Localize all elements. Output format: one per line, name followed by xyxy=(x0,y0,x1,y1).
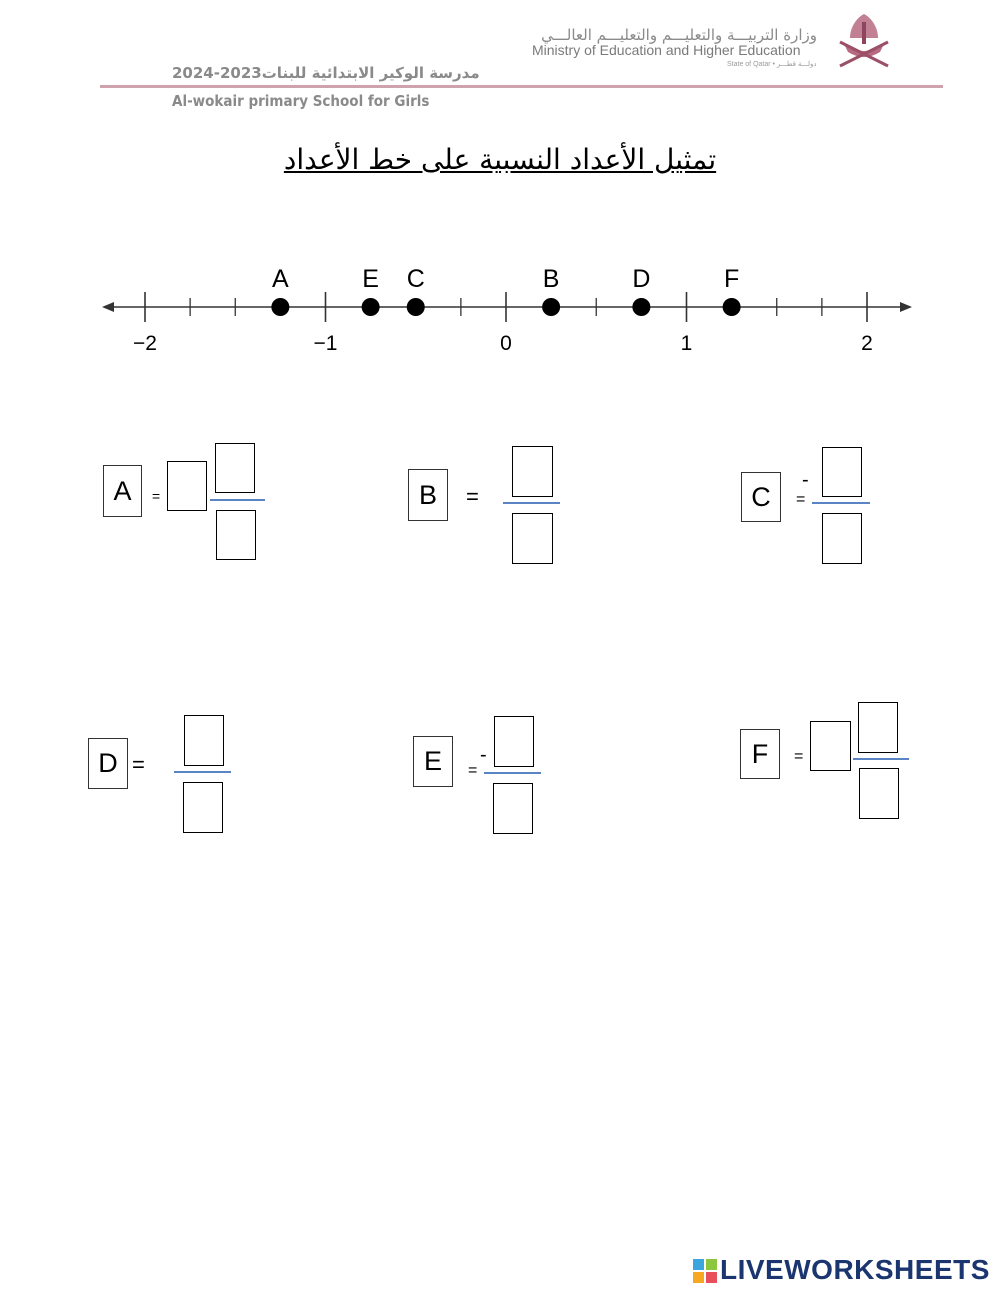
liveworksheets-brand[interactable]: LIVEWORKSHEETS xyxy=(720,1254,990,1285)
numerator-box[interactable] xyxy=(184,715,224,766)
equals-sign: = xyxy=(466,484,479,509)
fraction-bar xyxy=(484,772,541,774)
tick-label: 1 xyxy=(680,332,693,355)
whole-number-box[interactable] xyxy=(167,461,207,511)
label-B: B xyxy=(408,469,448,521)
point-label-E: E xyxy=(362,265,379,293)
ministry-name-en: Ministry of Education and Higher Education xyxy=(532,42,801,58)
whole-number-box[interactable] xyxy=(810,721,851,771)
point-B xyxy=(542,298,560,316)
point-C xyxy=(407,298,425,316)
point-D xyxy=(632,298,650,316)
header-divider xyxy=(100,85,943,88)
numerator-box[interactable] xyxy=(215,443,255,493)
minus-sign: - xyxy=(802,469,809,491)
equals-sign: = xyxy=(468,762,478,779)
label-F: F xyxy=(740,729,780,779)
tick-label: 2 xyxy=(861,332,873,355)
label-D: D xyxy=(88,738,128,789)
tick-label: 0 xyxy=(500,332,512,355)
state-label: State of Qatar • دولـــة قطـــر xyxy=(727,61,817,68)
tick-label: −2 xyxy=(133,332,157,355)
fraction-bar xyxy=(812,502,870,504)
ministry-name-ar: وزارة التربيـــة والتعليـــم والتعليـــم العالـــي xyxy=(541,26,817,44)
school-name-en: Al-wokair primary School for Girls xyxy=(172,92,430,110)
point-label-B: B xyxy=(542,265,560,293)
fraction-bar xyxy=(503,502,560,504)
point-label-A: A xyxy=(272,265,289,293)
label-E: E xyxy=(413,736,453,787)
number-line xyxy=(90,250,930,370)
fraction-bar xyxy=(210,499,265,501)
numerator-box[interactable] xyxy=(512,446,553,497)
denominator-box[interactable] xyxy=(512,513,553,564)
equals-sign: = xyxy=(796,491,806,508)
fraction-bar xyxy=(853,758,909,760)
numerator-box[interactable] xyxy=(494,716,534,767)
point-E xyxy=(362,298,380,316)
worksheet-title: تمثيل الأعداد النسبية على خط الأعداد xyxy=(283,143,717,176)
point-label-C: C xyxy=(406,265,425,293)
equals-sign: = xyxy=(794,748,804,765)
denominator-box[interactable] xyxy=(822,513,862,564)
minus-sign: - xyxy=(480,744,487,766)
numerator-box[interactable] xyxy=(858,702,898,753)
liveworksheets-logo-icon xyxy=(693,1259,717,1283)
label-C: C xyxy=(741,472,781,522)
point-F xyxy=(723,298,741,316)
school-name-ar: مدرسة الوكير الابتدائية للبنات2023-2024 xyxy=(172,64,480,82)
denominator-box[interactable] xyxy=(216,510,256,560)
equals-sign: = xyxy=(132,752,145,777)
ministry-emblem xyxy=(832,8,896,72)
equals-sign: = xyxy=(152,488,161,504)
point-A xyxy=(271,298,289,316)
tick-label: −1 xyxy=(313,332,338,355)
fraction-bar xyxy=(174,771,231,773)
numerator-box[interactable] xyxy=(822,447,862,497)
point-label-F: F xyxy=(723,265,740,293)
label-A: A xyxy=(103,465,142,517)
denominator-box[interactable] xyxy=(183,782,223,833)
denominator-box[interactable] xyxy=(493,783,533,834)
point-label-D: D xyxy=(632,265,651,293)
denominator-box[interactable] xyxy=(859,768,899,819)
